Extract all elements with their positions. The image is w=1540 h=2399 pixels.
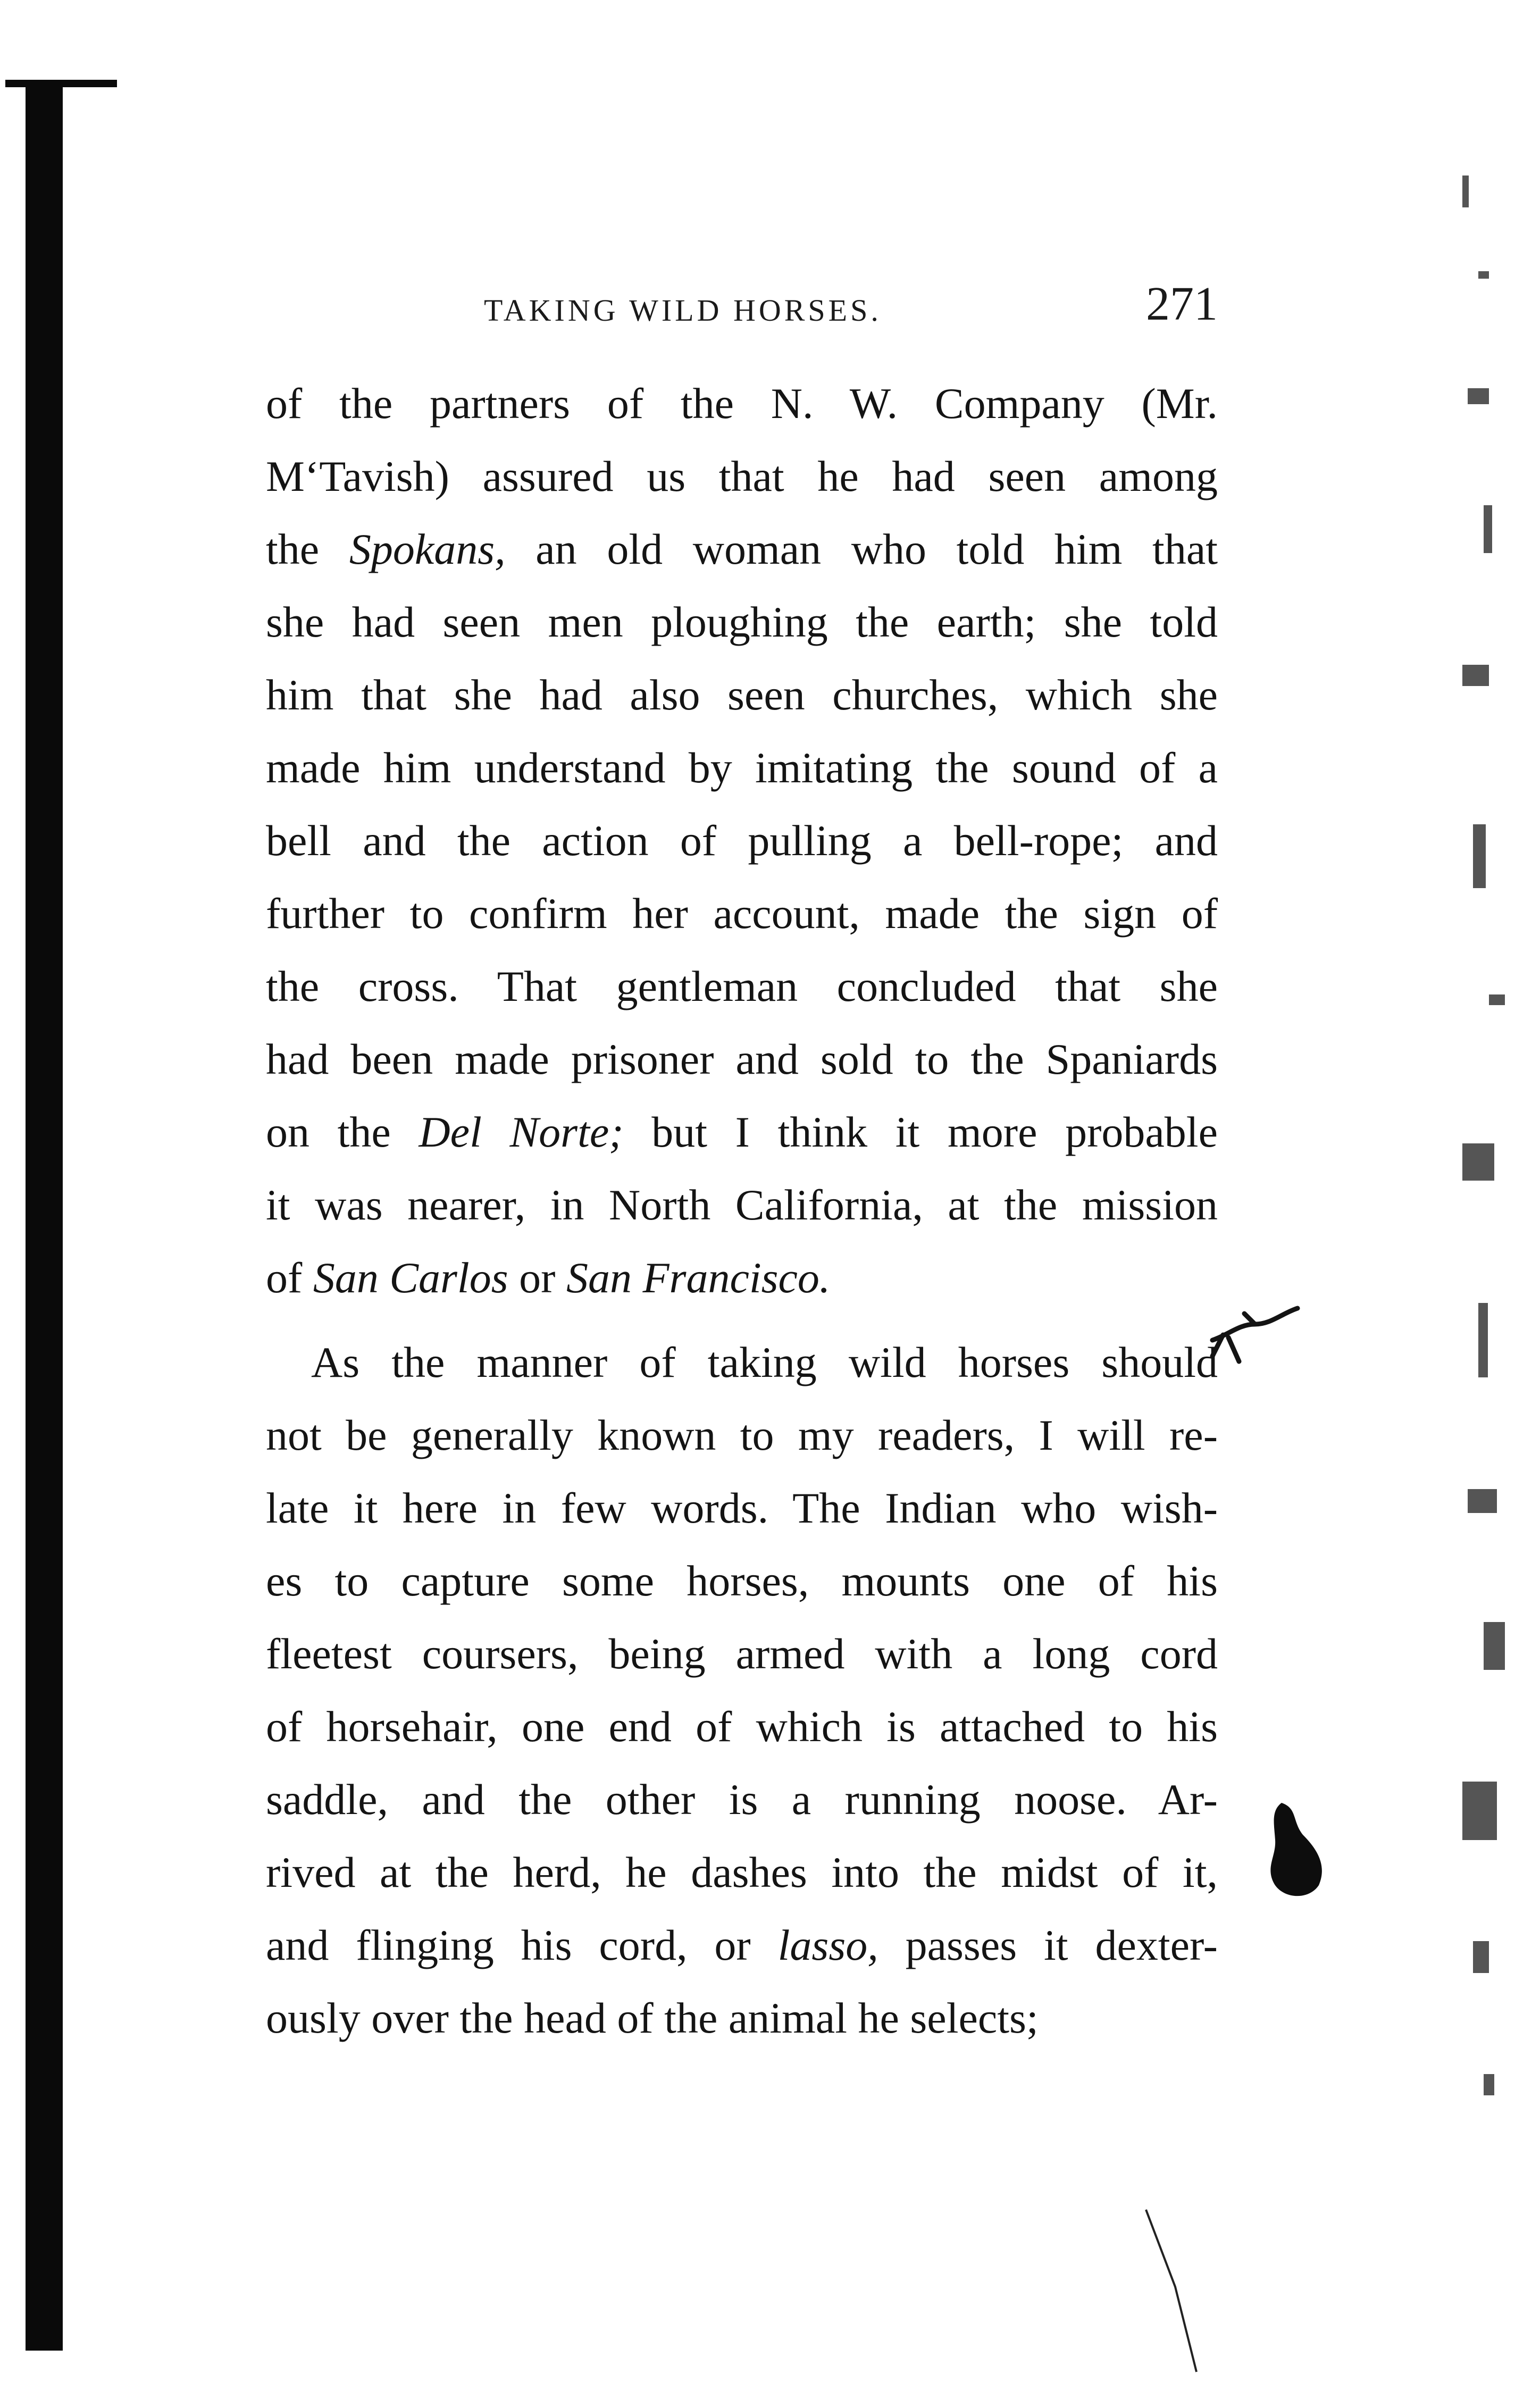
- margin-ink-mark: [1207, 1303, 1303, 1377]
- text-run: fleetest coursers, being armed with a long cord: [266, 1629, 1218, 1678]
- text-line: [266, 658, 1218, 731]
- text-run: and flinging his cord, or: [266, 1921, 778, 1969]
- italic-text: lasso,: [777, 1921, 878, 1969]
- text-line: [266, 1617, 1218, 1690]
- text-line: [266, 1241, 1218, 1314]
- text-run: it was nearer, in North California, at the mission: [266, 1181, 1218, 1229]
- text-run: an old woman who told him that: [505, 525, 1218, 573]
- paragraph: [266, 1326, 1218, 2054]
- text-run: saddle, and the other is a running noose. Ar-: [266, 1775, 1218, 1824]
- text-run: ously over the head of the animal he selects;: [266, 1994, 1039, 2042]
- italic-text: Del Norte;: [419, 1108, 624, 1156]
- text-run: not be generally known to my readers, I will re-: [266, 1411, 1218, 1459]
- text-line: [266, 1836, 1218, 1909]
- text-line: [266, 1399, 1218, 1472]
- text-line: [266, 367, 1218, 440]
- text-line: [266, 804, 1218, 877]
- text-line: [266, 586, 1218, 658]
- text-run: of horsehair, one end of which is attached to his: [266, 1702, 1218, 1751]
- text-line: [266, 1982, 1218, 2054]
- text-line: [266, 1690, 1218, 1763]
- text-run: of: [266, 1253, 313, 1302]
- paragraph-gap: [266, 1314, 1218, 1326]
- text-run: had been made prisoner and sold to the Spaniards: [266, 1035, 1218, 1083]
- text-run: M‘Tavish) assured us that he had seen among: [266, 452, 1218, 500]
- page-header: [266, 277, 1218, 340]
- text-line: [266, 1472, 1218, 1544]
- page-number: 271: [1146, 278, 1218, 330]
- binding-shadow: [26, 80, 63, 2351]
- text-run: As the manner of taking wild horses should: [311, 1338, 1218, 1386]
- text-run: or: [508, 1253, 566, 1302]
- italic-text: Spokans,: [349, 525, 506, 573]
- text-run: bell and the action of pulling a bell-rope; and: [266, 816, 1218, 865]
- body-text: [266, 367, 1218, 2054]
- text-run: the cross. That gentleman concluded that she: [266, 962, 1218, 1010]
- text-line: [266, 1909, 1218, 1982]
- text-line: [266, 440, 1218, 513]
- text-line: [266, 1544, 1218, 1617]
- italic-text: San Francisco.: [566, 1253, 831, 1302]
- text-line: [266, 513, 1218, 586]
- ink-blot: [1260, 1798, 1329, 1904]
- italic-text: San Carlos: [313, 1253, 508, 1302]
- text-run: rived at the herd, he dashes into the midst of it,: [266, 1848, 1218, 1896]
- text-run: made him understand by imitating the sound of a: [266, 743, 1218, 792]
- text-run: she had seen men ploughing the earth; she told: [266, 598, 1218, 646]
- text-run: late it here in few words. The Indian who wish-: [266, 1484, 1218, 1532]
- text-line: [266, 877, 1218, 950]
- margin-show-through: [1452, 133, 1521, 2154]
- text-line: [266, 1763, 1218, 1836]
- text-line: [266, 731, 1218, 804]
- text-run: of the partners of the N. W. Company (Mr.: [266, 379, 1218, 428]
- text-line: [266, 1168, 1218, 1241]
- text-run: passes it dexter-: [878, 1921, 1218, 1969]
- text-run: further to confirm her account, made the sign of: [266, 889, 1218, 938]
- text-run: es to capture some horses, mounts one of his: [266, 1557, 1218, 1605]
- text-run: but I think it more probable: [623, 1108, 1218, 1156]
- text-line: [266, 1023, 1218, 1096]
- text-run: on the: [266, 1108, 419, 1156]
- text-line: [266, 1326, 1218, 1399]
- paragraph: [266, 367, 1218, 1314]
- pencil-stroke: [1143, 2207, 1207, 2377]
- text-line: [266, 950, 1218, 1023]
- running-head: TAKING WILD HORSES.: [484, 293, 882, 328]
- text-line: [266, 1096, 1218, 1168]
- text-run: him that she had also seen churches, which she: [266, 671, 1218, 719]
- text-run: the: [266, 525, 349, 573]
